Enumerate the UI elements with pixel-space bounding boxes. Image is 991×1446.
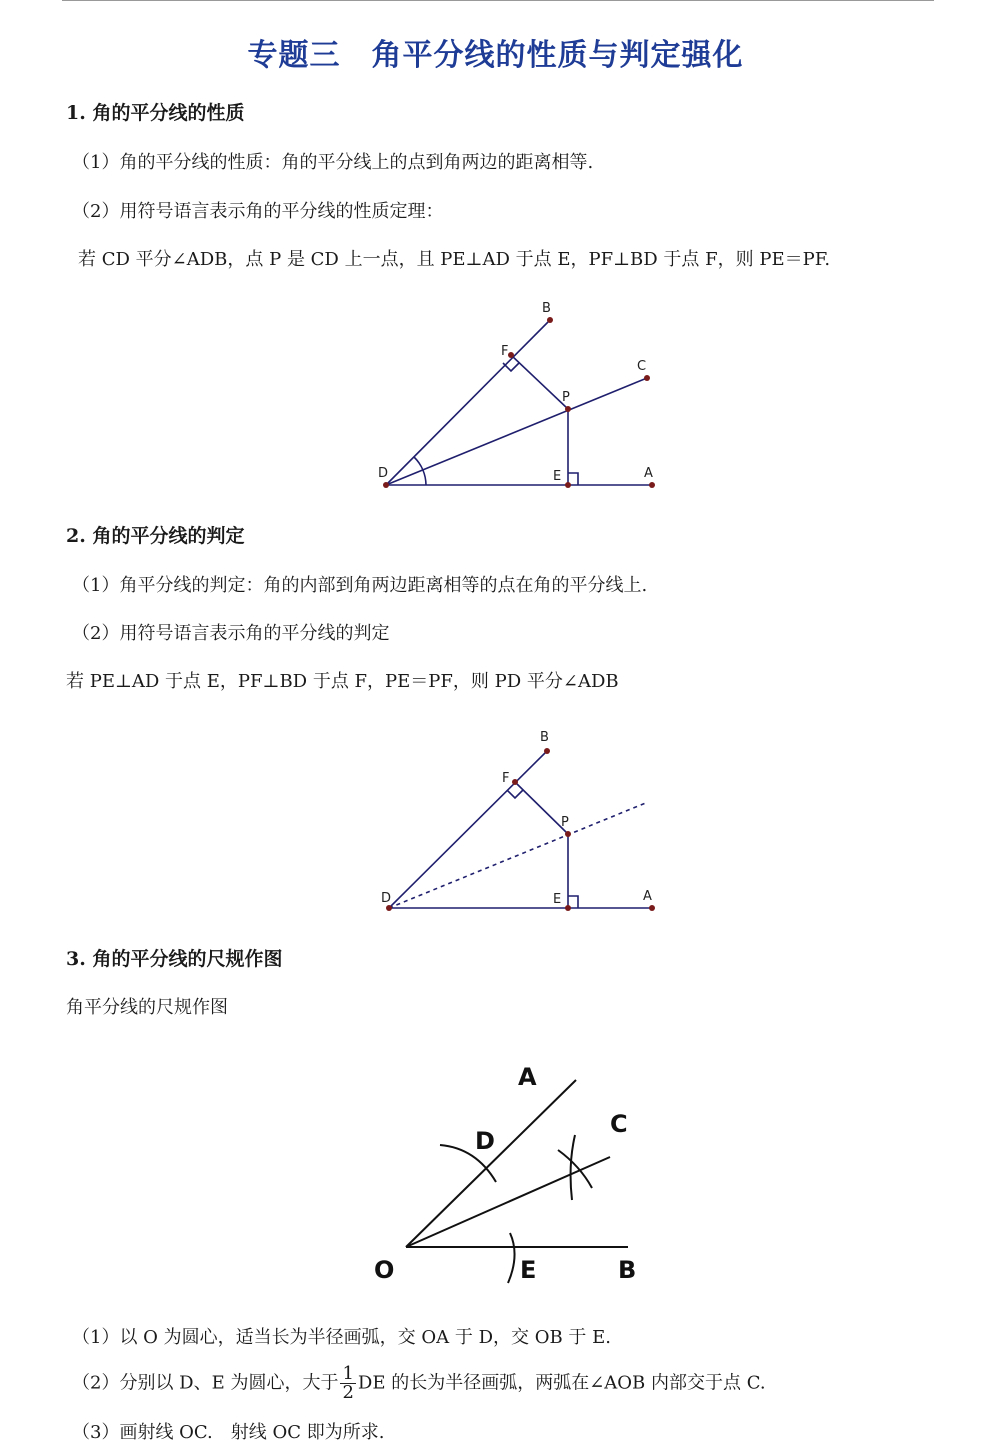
label-C: C [637,359,647,374]
label-B-2: B [540,730,549,745]
page-title: 专题三 角平分线的性质与判定强化 [247,38,744,73]
section3-subheading: 角平分线的尺规作图 [66,997,228,1018]
bisector-DC [386,378,647,485]
figure-2-labels [381,730,652,907]
figure-3-labels [374,1063,636,1284]
label-E: E [553,469,562,484]
arc-from-D [558,1150,592,1188]
label-P: P [562,390,570,405]
ray-DB [386,320,550,485]
figure-2-angle-bisector-criterion [389,751,652,908]
section1-line1: （1）角的平分线的性质：角的平分线上的点到角两边的距离相等. [72,152,594,173]
figure-1-points [383,317,655,488]
label-O-3: O [374,1256,395,1284]
dashed-line-DP [389,802,648,908]
label-D-2: D [381,891,392,906]
step1-text: （1）以 O 为圆心，适当长为半径画弧，交 OA 于 D，交 OB 于 E. [72,1327,612,1348]
label-F: F [501,344,509,359]
label-D: D [378,466,389,481]
ray-OA [406,1080,576,1247]
segment-PF [511,355,568,409]
step3-text: （3）画射线 OC. 射线 OC 即为所求. [72,1422,385,1443]
label-A-3: A [518,1063,537,1091]
label-E-2: E [553,892,562,907]
point-A-2 [649,905,655,911]
section1-line3: 若 CD 平分∠ADB，点 P 是 CD 上一点，且 PE⊥AD 于点 E，PF⊥BD 于点 F，则 PE＝PF. [78,249,831,270]
point-P [565,406,571,412]
point-B [547,317,553,323]
label-P-2: P [561,815,569,830]
label-B: B [542,301,551,316]
section3-heading: 3. 角的平分线的尺规作图 [66,948,283,970]
label-A: A [644,466,653,481]
fraction-numerator: 1 [342,1363,354,1384]
arc-at-E [508,1233,515,1283]
step2-before: （2）分别以 D、E 为圆心，大于 [72,1372,339,1394]
section1-heading: 1. 角的平分线的性质 [66,102,245,124]
figure-3-compass-construction [406,1080,628,1283]
section2-heading: 2. 角的平分线的判定 [66,525,245,547]
label-C-3: C [610,1110,628,1138]
point-A [649,482,655,488]
label-D-3: D [475,1127,495,1155]
label-A-2: A [643,889,652,904]
point-C [644,375,650,381]
point-E-2 [565,905,571,911]
section2-line2: （2）用符号语言表示角的平分线的判定 [72,623,390,644]
point-F-2 [512,779,518,785]
section1-line2: （2）用符号语言表示角的平分线的性质定理： [72,201,444,222]
section2-line3: 若 PE⊥AD 于点 E，PF⊥BD 于点 F，PE＝PF，则 PD 平分∠ADB [66,671,619,692]
point-D [383,482,389,488]
right-angle-mark-F-2 [507,790,523,798]
fraction-denominator: 2 [342,1382,354,1403]
figure-2-points [386,748,655,911]
figure-1-angle-bisector-property [386,320,652,485]
arc-from-E [571,1135,575,1200]
point-P-2 [565,831,571,837]
point-B-2 [544,748,550,754]
point-F [508,352,514,358]
ray-DB-2 [389,751,547,908]
label-B-3: B [618,1256,637,1284]
label-F-2: F [502,771,510,786]
point-E [565,482,571,488]
step2-after: DE 的长为半径画弧，两弧在∠AOB 内部交于点 C. [357,1372,766,1394]
label-E-3: E [520,1256,537,1284]
section2-line1: （1）角平分线的判定：角的内部到角两边距离相等的点在角的平分线上. [72,575,648,596]
